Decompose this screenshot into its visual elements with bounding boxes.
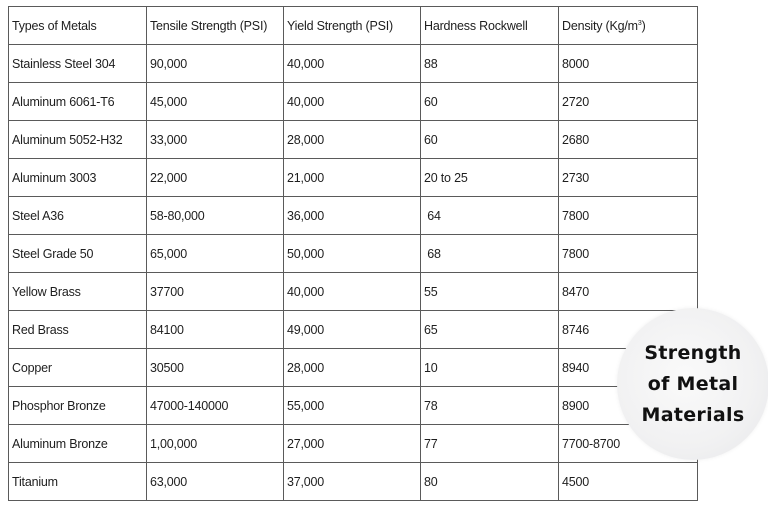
header-hardness-rockwell: Hardness Rockwell: [421, 7, 559, 45]
cell-metal-type: Aluminum 3003: [9, 159, 147, 197]
cell-density: 8940: [559, 349, 698, 387]
table-header-row: [9, 7, 698, 45]
cell-tensile-strength: 90,000: [147, 45, 284, 83]
header-yield-strength: Yield Strength (PSI): [284, 7, 421, 45]
cell-metal-type: Aluminum Bronze: [9, 425, 147, 463]
cell-yield-strength: 40,000: [284, 273, 421, 311]
table-row: [9, 45, 698, 83]
cell-hardness: 10: [421, 349, 559, 387]
cell-metal-type: Stainless Steel 304: [9, 45, 147, 83]
cell-metal-type: Red Brass: [9, 311, 147, 349]
cell-yield-strength: 40,000: [284, 83, 421, 121]
cell-density: 8000: [559, 45, 698, 83]
cell-tensile-strength: 30500: [147, 349, 284, 387]
table-row: [9, 425, 698, 463]
cell-density: 7800: [559, 197, 698, 235]
table-row: [9, 83, 698, 121]
cell-density: 7800: [559, 235, 698, 273]
cell-tensile-strength: 63,000: [147, 463, 284, 501]
cell-hardness: 68: [421, 235, 559, 273]
cell-tensile-strength: 33,000: [147, 121, 284, 159]
table-row: [9, 463, 698, 501]
table-row: [9, 387, 698, 425]
table-row: [9, 159, 698, 197]
cell-yield-strength: 21,000: [284, 159, 421, 197]
header-density-close: ): [641, 18, 646, 33]
cell-hardness: 20 to 25: [421, 159, 559, 197]
cell-yield-strength: 50,000: [284, 235, 421, 273]
cell-yield-strength: 55,000: [284, 387, 421, 425]
cell-density: 8900: [559, 387, 698, 425]
cell-hardness: 77: [421, 425, 559, 463]
cell-hardness: 64: [421, 197, 559, 235]
cell-density: 2680: [559, 121, 698, 159]
cell-hardness: 60: [421, 83, 559, 121]
cell-density: 4500: [559, 463, 698, 501]
cell-tensile-strength: 22,000: [147, 159, 284, 197]
table-row: [9, 121, 698, 159]
badge-title-line-2: of Metal: [647, 372, 739, 395]
title-badge: [617, 308, 768, 460]
cell-hardness: 60: [421, 121, 559, 159]
badge-title-line-3: Materials: [641, 403, 745, 426]
cell-density: 8746: [559, 311, 698, 349]
cell-density: 2730: [559, 159, 698, 197]
cell-metal-type: Aluminum 6061-T6: [9, 83, 147, 121]
cell-tensile-strength: 45,000: [147, 83, 284, 121]
cell-yield-strength: 36,000: [284, 197, 421, 235]
table-row: [9, 273, 698, 311]
badge-title-line-1: Strength: [644, 341, 742, 364]
cell-density: 7700-8700: [559, 425, 698, 463]
header-metal-type: Types of Metals: [9, 7, 147, 45]
cell-hardness: 65: [421, 311, 559, 349]
cell-metal-type: Phosphor Bronze: [9, 387, 147, 425]
cell-yield-strength: 28,000: [284, 349, 421, 387]
cell-metal-type: Yellow Brass: [9, 273, 147, 311]
cell-yield-strength: 49,000: [284, 311, 421, 349]
cell-tensile-strength: 58-80,000: [147, 197, 284, 235]
cell-tensile-strength: 47000-140000: [147, 387, 284, 425]
header-density-label: Density (Kg/m: [562, 18, 638, 33]
cell-tensile-strength: 84100: [147, 311, 284, 349]
cell-hardness: 80: [421, 463, 559, 501]
cell-yield-strength: 27,000: [284, 425, 421, 463]
cell-metal-type: Steel Grade 50: [9, 235, 147, 273]
header-density-exponent: 3: [637, 19, 642, 27]
table-row: [9, 311, 698, 349]
cell-hardness: 88: [421, 45, 559, 83]
table-row: [9, 197, 698, 235]
cell-yield-strength: 40,000: [284, 45, 421, 83]
cell-metal-type: Aluminum 5052-H32: [9, 121, 147, 159]
cell-yield-strength: 37,000: [284, 463, 421, 501]
table-row: [9, 349, 698, 387]
cell-metal-type: Copper: [9, 349, 147, 387]
cell-tensile-strength: 37700: [147, 273, 284, 311]
table-row: [9, 235, 698, 273]
cell-tensile-strength: 65,000: [147, 235, 284, 273]
cell-density: 2720: [559, 83, 698, 121]
cell-metal-type: Titanium: [9, 463, 147, 501]
metal-strength-table: [8, 6, 698, 501]
cell-hardness: 55: [421, 273, 559, 311]
cell-tensile-strength: 1,00,000: [147, 425, 284, 463]
cell-hardness: 78: [421, 387, 559, 425]
header-density: [559, 7, 698, 45]
cell-density: 8470: [559, 273, 698, 311]
cell-yield-strength: 28,000: [284, 121, 421, 159]
header-tensile-strength: Tensile Strength (PSI): [147, 7, 284, 45]
cell-metal-type: Steel A36: [9, 197, 147, 235]
